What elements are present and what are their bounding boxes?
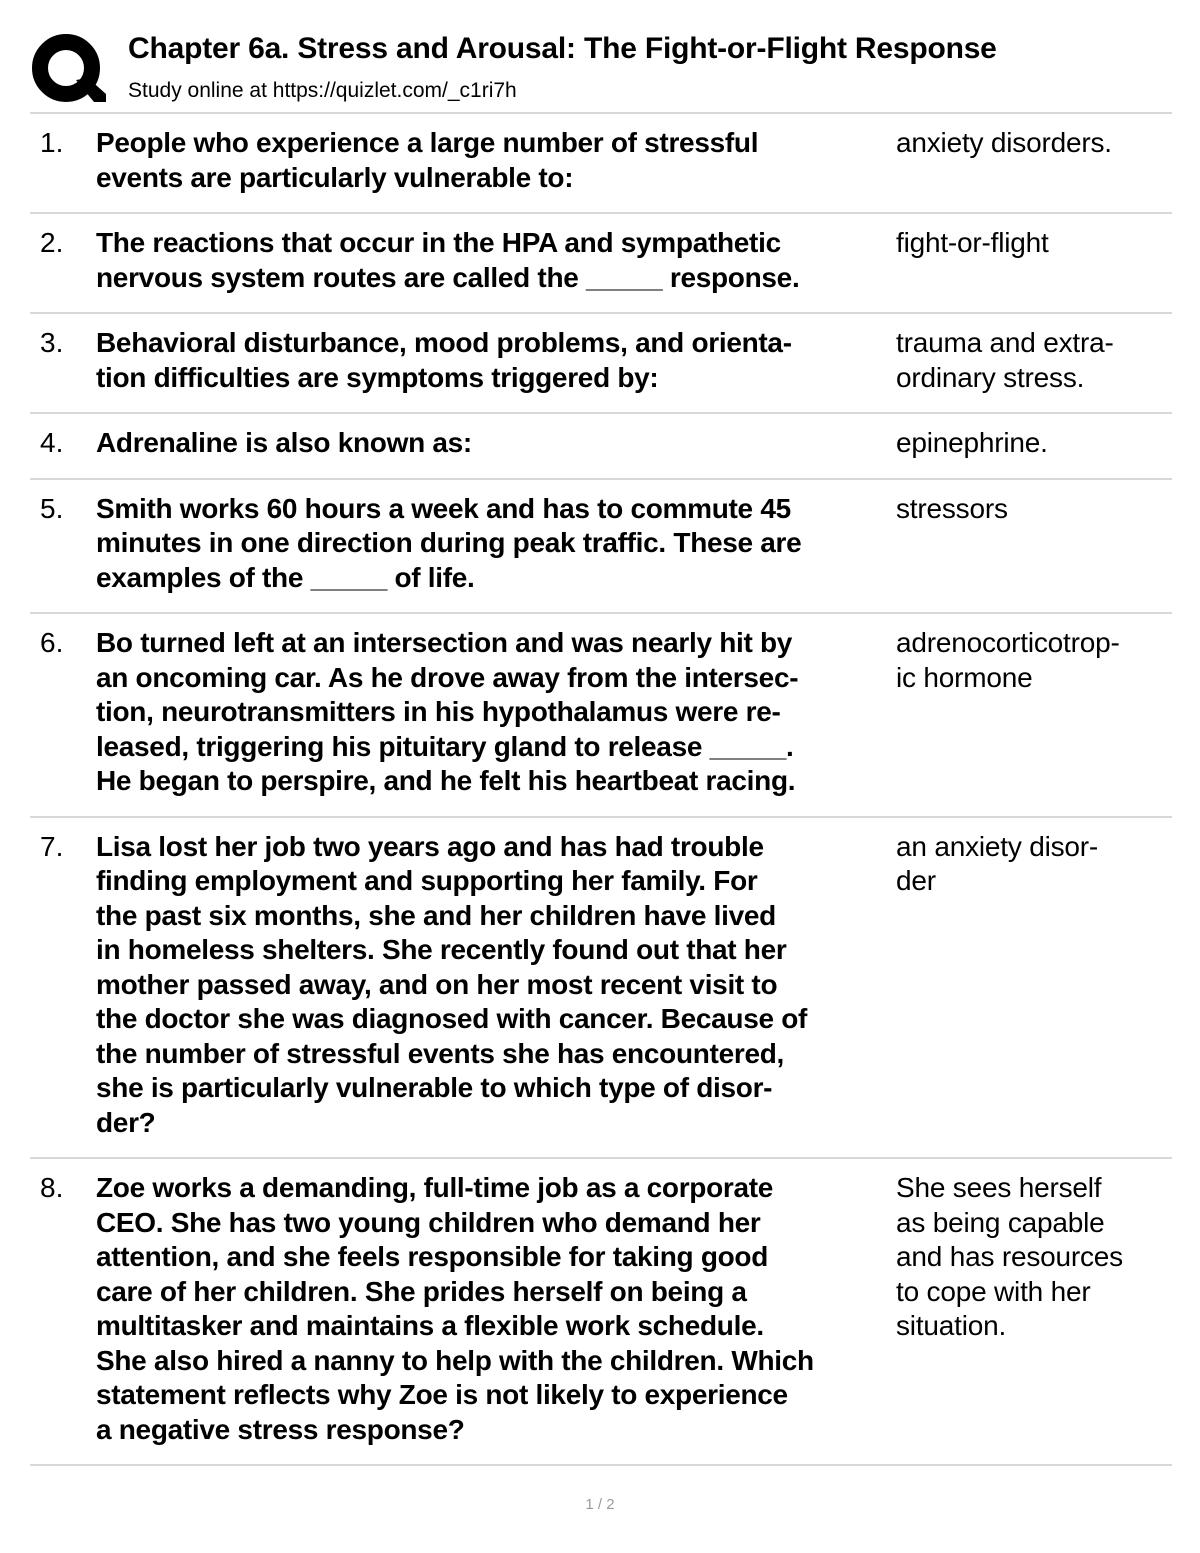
card-term: Lisa lost her job two years ago and has had trouble finding employment and supporting her family. For the past six months, she and her children have lived in homeless shelters. She recently found out that her mother passed away, and on her most recent visit to the doctor she was diagnosed with cancer. Because of the number of stressful events she has encountered, she is particularly vulnerable to which type of disor- der?: [96, 830, 808, 1138]
card-number: 7.: [40, 830, 64, 862]
card-definition: epinephrine.: [896, 427, 1048, 458]
card-definition: trauma and extra- ordinary stress.: [896, 327, 1114, 393]
card-number: 1.: [40, 127, 64, 158]
card-term: Zoe works a demanding, full-time job as a corporate CEO. She has two young children who demand her attention, and she feels responsible for taking good care of her children. She prides herself on being a multitasker and maintains a flexible work schedule. She also hired a nanny to help with the children. Which statement reflects why Zoe is not likely to experience a negative stress response?: [96, 1172, 814, 1445]
card-number: 6.: [40, 627, 64, 658]
card-definition: She sees herself as being capable and has resources to cope with her situation.: [896, 1172, 1123, 1341]
card-term: Behavioral disturbance, mood problems, and orienta- tion difficulties are symptoms triggered by:: [96, 327, 792, 393]
flashcard-row: [30, 1159, 1172, 1466]
card-term: People who experience a large number of stressful events are particularly vulnerable to:: [96, 127, 759, 193]
page-header: [30, 28, 1172, 110]
card-number: 4.: [40, 427, 64, 458]
flashcard-row: [30, 314, 1172, 414]
quizlet-logo-icon: [30, 30, 106, 106]
card-number: 5.: [40, 492, 64, 524]
card-definition: stressors: [896, 492, 1008, 524]
flashcard-row: [30, 614, 1172, 818]
study-link[interactable]: Study online at https://quizlet.com/_c1ri7h: [128, 79, 517, 102]
card-definition: anxiety disorders.: [896, 127, 1112, 158]
flashcard-list: [30, 112, 1172, 1466]
flashcard-row: [30, 214, 1172, 314]
flashcard-row: [30, 480, 1172, 615]
flashcard-row: [30, 414, 1172, 480]
flashcard-row: [30, 818, 1172, 1160]
card-definition: fight-or-flight: [896, 227, 1049, 258]
flashcard-row: [30, 114, 1172, 214]
card-definition: an anxiety disor- der: [896, 830, 1099, 896]
card-term: Adrenaline is also known as:: [96, 427, 472, 458]
card-term: Smith works 60 hours a week and has to commute 45 minutes in one direction during peak traffic. These are examples of the _____ of life.: [96, 492, 802, 593]
card-number: 2.: [40, 227, 64, 258]
page-title: Chapter 6a. Stress and Arousal: The Fight-or-Flight Response: [128, 32, 997, 65]
card-number: 8.: [40, 1172, 64, 1203]
card-number: 3.: [40, 327, 64, 358]
card-definition: adrenocorticotrop- ic hormone: [896, 627, 1120, 693]
card-term: The reactions that occur in the HPA and sympathetic nervous system routes are called the _____ response.: [96, 227, 800, 293]
page-indicator: 1 / 2: [585, 1496, 615, 1513]
card-term: Bo turned left at an intersection and was nearly hit by an oncoming car. As he drove away from the intersec- tion, neurotransmitters in his hypothalamus were re- leased, triggering his pituitary gland to release _____. He began to perspire, and he felt his heartbeat racing.: [96, 627, 799, 796]
